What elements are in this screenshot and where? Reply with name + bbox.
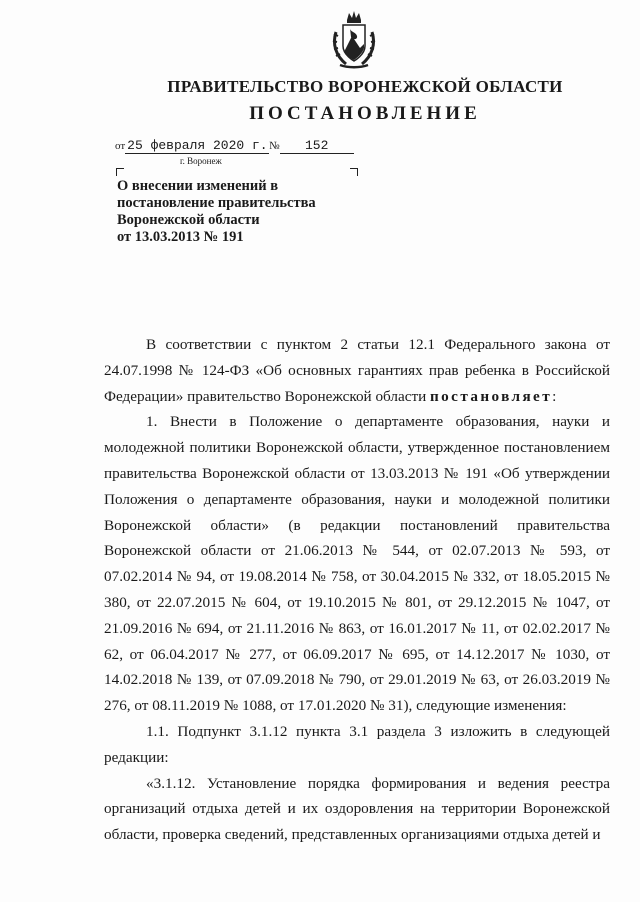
document-subject xyxy=(117,178,377,246)
document-number: 152 xyxy=(280,138,354,154)
item-1-paragraph: 1. Внести в Положение о департаменте образования, науки и молодежной политики Воронежской области, утвержденное постановлением правительства Воронежской области от 13.03.2013 № 191 «Об утверждении Положения о департаменте образования, науки и молодежной политики Воронежской области» (в редакции постановлений правительства Воронежской области от 21.06.2013 № 544, от 02.07.2013 № 593, от 07.02.2014 № 94, от 19.08.2014 № 758, от 30.04.2015 № 332, от 18.05.2015 № 380, от 22.07.2015 № 604, от 19.10.2015 № 801, от 29.12.2015 № 1047, от 21.09.2016 № 694, от 21.11.2016 № 863, от 16.01.2017 № 11, от 02.02.2017 № 62, от 06.04.2017 № 277, от 06.09.2017 № 695, от 14.12.2017 № 1030, от 14.02.2018 № 139, от 07.09.2018 № 790, от 29.01.2019 № 63, от 26.03.2019 № 276, от 08.11.2019 № 1088, от 17.01.2020 № 31), следующие изменения: xyxy=(104,413,610,715)
subject-line: постановление правительства xyxy=(117,195,316,211)
subject-line: Воронежской области xyxy=(117,212,260,228)
right-corner-mark xyxy=(350,168,358,176)
registration-line xyxy=(115,138,354,154)
resolves-colon: : xyxy=(552,387,557,405)
preamble-text: В соответствии с пунктом 2 статьи 12.1 Федерального закона от 24.07.1998 № 124-ФЗ «Об основных гарантиях прав ребенка в Российской Федерации» правительство Воронежской области xyxy=(104,336,610,405)
document-date: 25 февраля 2020 г. xyxy=(127,138,268,153)
item-1-1-paragraph: 1.1. Подпункт 3.1.12 пункта 3.1 раздела 3 изложить в следующей редакции: xyxy=(104,722,610,766)
subject-line: от 13.03.2013 № 191 xyxy=(117,229,244,245)
coat-of-arms-icon xyxy=(330,10,378,70)
resolves-word: постановляет xyxy=(430,387,553,405)
government-title: ПРАВИТЕЛЬСТВО ВОРОНЕЖСКОЙ ОБЛАСТИ xyxy=(167,77,563,96)
city-label: г. Воронеж xyxy=(180,156,222,166)
document-type-title: ПОСТАНОВЛЕНИЕ xyxy=(249,103,481,124)
left-corner-mark xyxy=(116,168,124,176)
quoted-clause-paragraph: «3.1.12. Установление порядка формирования и ведения реестра организаций отдыха детей и их оздоровления на территории Воронежской области, проверка сведений, представленных организациями отдыха детей и xyxy=(104,774,610,844)
date-from-label: от xyxy=(115,140,126,152)
preamble-paragraph xyxy=(104,332,610,409)
number-label: № xyxy=(269,140,280,152)
document-body xyxy=(104,332,610,848)
subject-line: О внесении изменений в xyxy=(117,178,279,194)
